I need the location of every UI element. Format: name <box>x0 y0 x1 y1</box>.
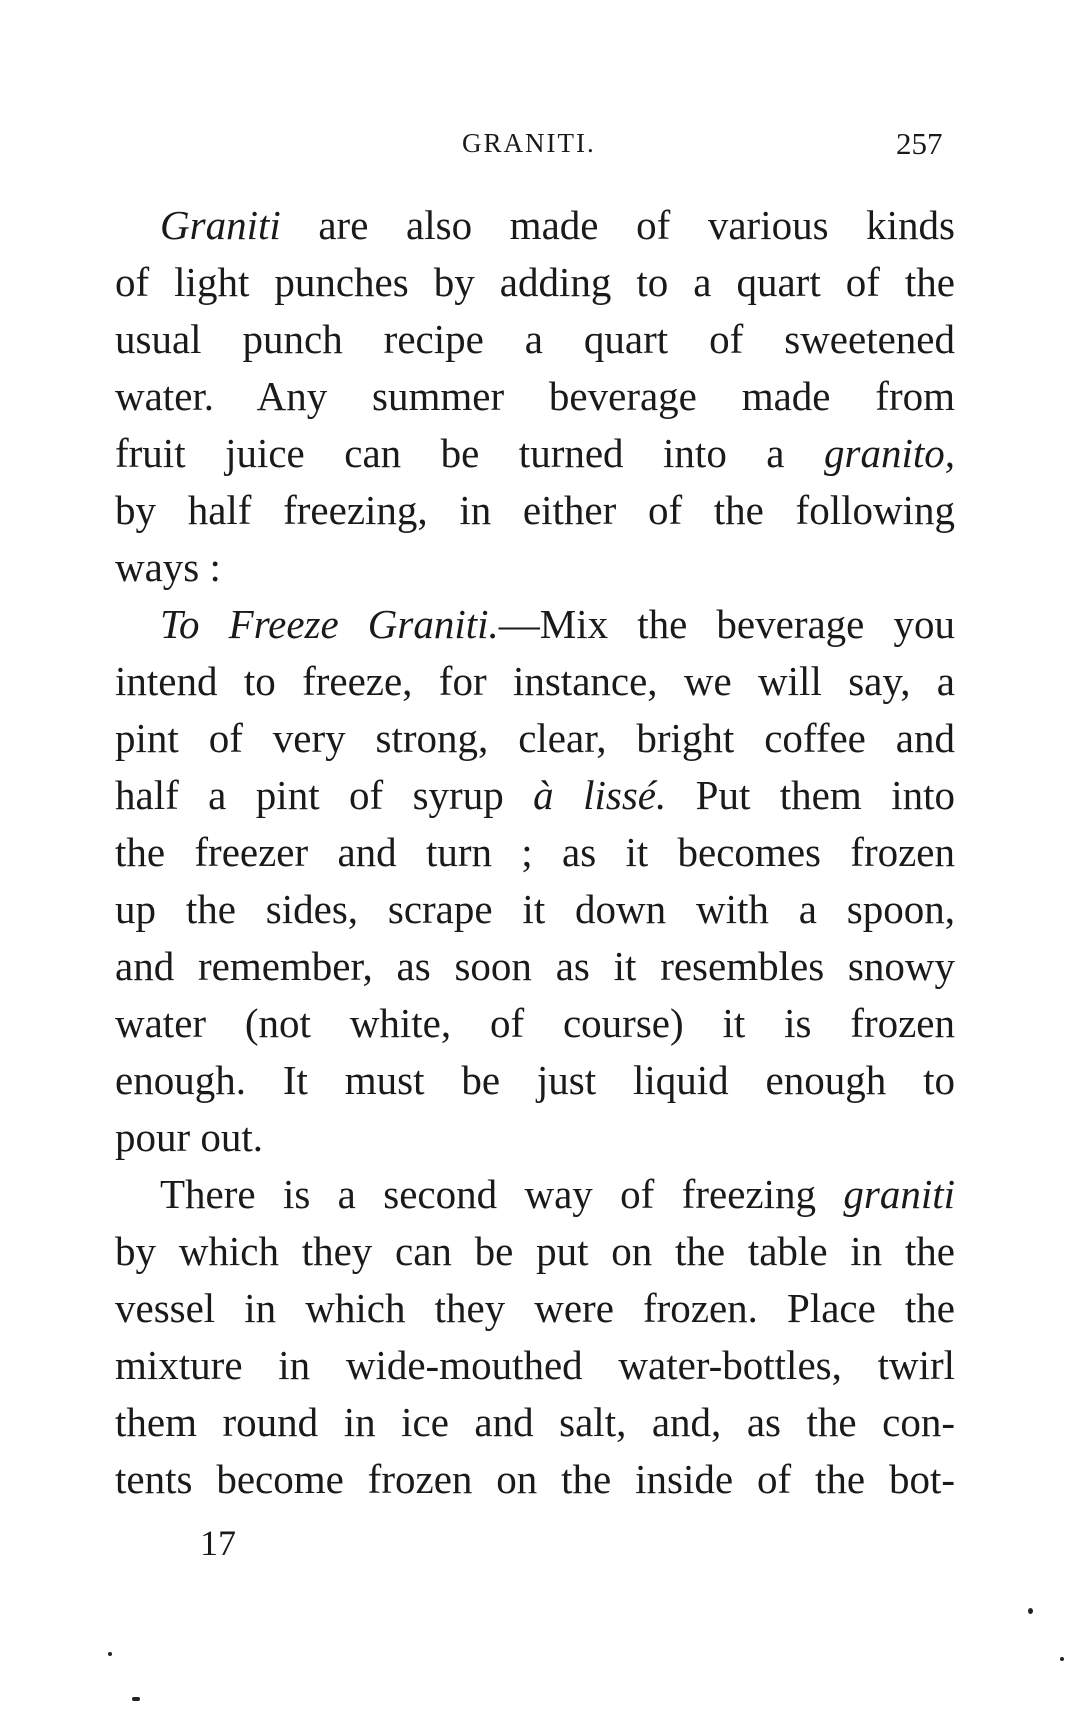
text-line <box>115 1451 955 1508</box>
text-line <box>115 824 955 881</box>
scan-speck <box>1028 1608 1033 1614</box>
text-segment: and remember, as soon as it resembles snowy <box>115 943 955 989</box>
text-line <box>115 653 955 710</box>
text-segment: Put them into <box>666 772 955 818</box>
text-line <box>115 1166 955 1223</box>
italic-text: Graniti <box>160 202 281 248</box>
text-line <box>115 995 955 1052</box>
text-segment: up the sides, scrape it down with a spoon, <box>115 886 955 932</box>
text-segment: pint of very strong, clear, bright coffee and <box>115 715 955 761</box>
italic-text: To Freeze Graniti. <box>160 601 499 647</box>
text-line <box>115 710 955 767</box>
text-segment: There is a second way of freezing <box>160 1171 844 1217</box>
scan-speck <box>132 1697 140 1701</box>
running-title: GRANITI. <box>462 128 596 158</box>
text-segment: tents become frozen on the inside of the bot- <box>115 1456 955 1502</box>
text-line <box>115 425 955 482</box>
text-line <box>115 1109 955 1166</box>
italic-text: à lissé. <box>533 772 667 818</box>
text-segment: water (not white, of course) it is frozen <box>115 1000 955 1046</box>
text-line <box>115 1280 955 1337</box>
text-segment: —Mix the beverage you <box>498 601 955 647</box>
body-text <box>115 197 955 1508</box>
text-line <box>115 197 955 254</box>
text-segment: intend to freeze, for instance, we will say, a <box>115 658 955 704</box>
text-line <box>115 1223 955 1280</box>
italic-text: graniti <box>843 1171 955 1217</box>
text-line <box>115 311 955 368</box>
text-segment: mixture in wide-mouthed water-bottles, twirl <box>115 1342 955 1388</box>
scan-speck <box>108 1652 112 1656</box>
text-segment: fruit juice can be turned into a <box>115 430 824 476</box>
signature-mark: 17 <box>200 1523 236 1563</box>
text-segment: by which they can be put on the table in the <box>115 1228 955 1274</box>
text-line <box>115 368 955 425</box>
text-segment: them round in ice and salt, and, as the con- <box>115 1399 955 1445</box>
text-line <box>115 1052 955 1109</box>
text-line <box>115 767 955 824</box>
text-line <box>115 1394 955 1451</box>
text-segment: enough. It must be just liquid enough to <box>115 1057 955 1103</box>
text-line <box>115 596 955 653</box>
text-line <box>115 1337 955 1394</box>
scan-speck <box>1060 1657 1064 1661</box>
text-segment: water. Any summer beverage made from <box>115 373 955 419</box>
text-line <box>115 938 955 995</box>
text-segment: vessel in which they were frozen. Place the <box>115 1285 955 1331</box>
italic-text: granito, <box>824 430 955 476</box>
text-segment: pour out. <box>115 1114 264 1160</box>
text-line <box>115 482 955 539</box>
text-segment: usual punch recipe a quart of sweetened <box>115 316 955 362</box>
text-segment: are also made of various kinds <box>280 202 955 248</box>
page-number: 257 <box>896 126 943 161</box>
text-segment: ways : <box>115 544 221 590</box>
text-segment: by half freezing, in either of the following <box>115 487 955 533</box>
text-segment: of light punches by adding to a quart of the <box>115 259 955 305</box>
text-line <box>115 539 955 596</box>
text-segment: the freezer and turn ; as it becomes frozen <box>115 829 955 875</box>
text-line <box>115 881 955 938</box>
text-segment: half a pint of syrup <box>115 772 534 818</box>
text-line <box>115 254 955 311</box>
